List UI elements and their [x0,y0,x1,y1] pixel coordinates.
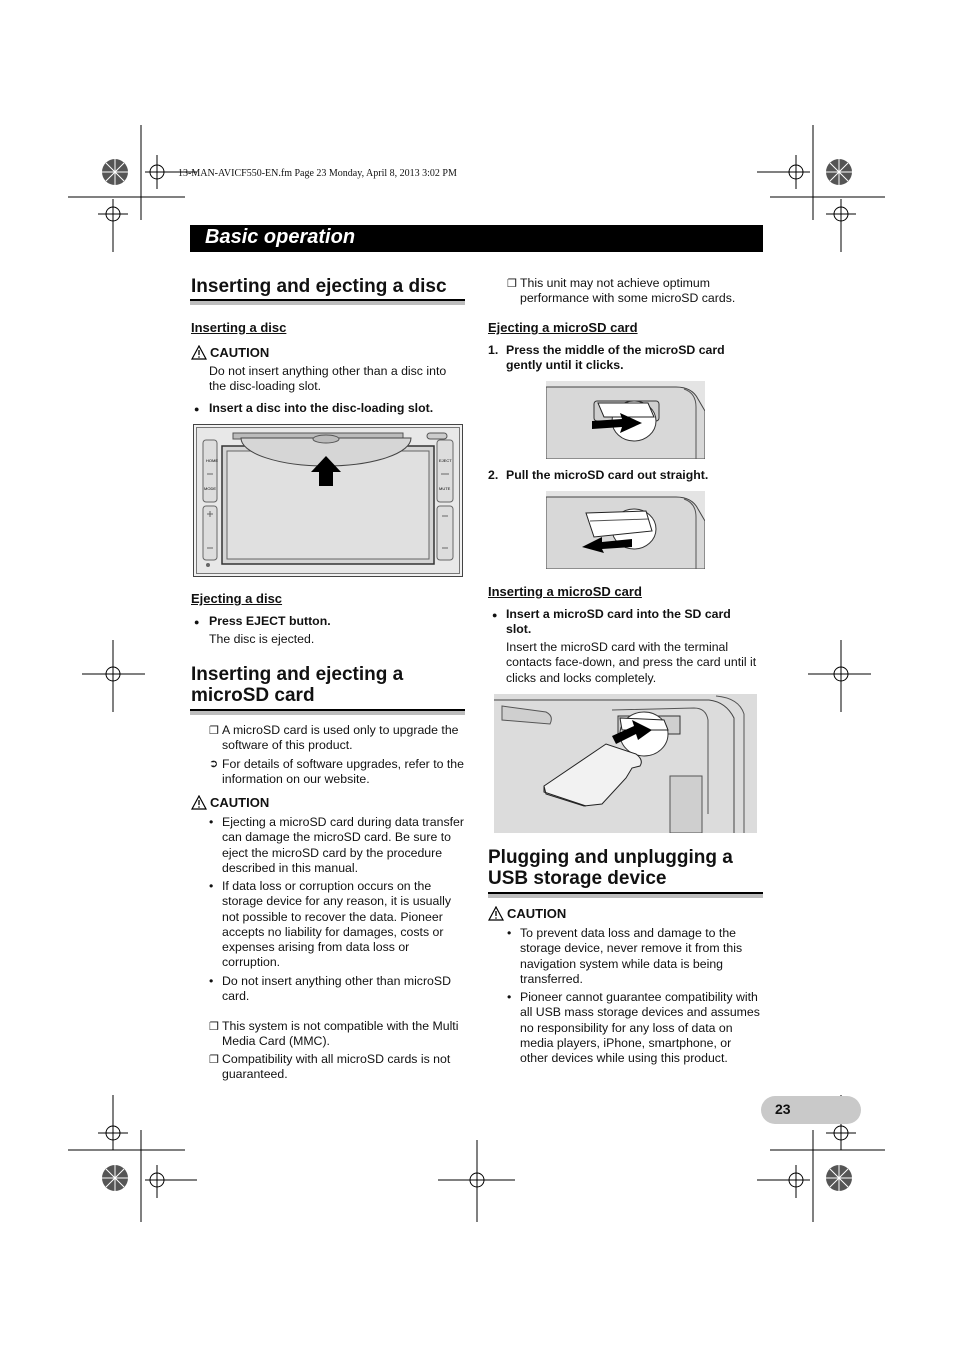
caution-item: Pioneer cannot guarantee compatibility with all USB mass storage devices and assumes no responsibility for any loss of data on media players, iPhone, smartphone, or other devices while using this product. [520,990,760,1066]
eject-result: The disc is ejected. [209,632,315,646]
mute-label: MUTE [439,486,451,491]
bullet-dot: • [507,926,512,940]
note-optimum: This unit may not achieve optimum performance with some microSD cards. [520,276,736,306]
usb-heading: Plugging and unplugging a USB storage device [488,847,733,889]
caution-item: Do not insert anything other than microSD card. [222,974,451,1004]
step-number: 2. [488,468,499,482]
warning-icon [191,795,207,810]
page-number: 23 [775,1101,791,1117]
caution-label: CAUTION [191,795,269,810]
insert-sd-step: Insert a microSD card into the SD card slot. [506,607,731,637]
heading-rule [488,892,763,898]
eject-label: EJECT [439,458,452,463]
note-website: For details of software upgrades, refer to the information on our website. [222,757,464,787]
warning-icon [191,345,207,360]
inserting-disc-subheading: Inserting a disc [191,320,287,335]
reference-arrow-icon: ➲ [209,758,219,770]
caution-label: CAUTION [191,345,269,360]
bullet-icon: ● [194,404,200,414]
home-label: HOME [206,458,218,463]
page-number-badge [761,1096,861,1124]
unit-illustration [193,424,463,577]
disc-heading: Inserting and ejecting a disc [191,276,447,297]
caution-item: To prevent data loss and damage to the storage device, never remove it from this navigation system while data is being transferred. [520,926,743,986]
insert-sd-detail: Insert the microSD card with the terminal contacts face-down, and press the card until it clicks and locks completely. [506,640,757,685]
ejecting-sd-subheading: Ejecting a microSD card [488,320,638,335]
note-box-icon: ❐ [209,725,219,737]
bullet-dot: • [209,879,214,893]
mode-label: MODE [204,486,216,491]
sd-heading: Inserting and ejecting a microSD card [191,664,404,706]
caution-item: If data loss or corruption occurs on the storage device for any reason, it is usually not possible to recover the data. Pioneer accepts no liability for damages, costs or expenses arising from data loss or corruption. [222,879,451,970]
note-upgrade: A microSD card is used only to upgrade the software of this product. [222,723,459,753]
insert-card-illustration [494,694,757,833]
press-card-illustration [546,381,705,459]
eject-step: Press EJECT button. [209,614,331,628]
warning-icon [488,906,504,921]
note-box-icon: ❐ [507,278,517,290]
note-box-icon: ❐ [209,1054,219,1066]
heading-rule [190,709,465,715]
eject-sd-step-2: Pull the microSD card out straight. [506,468,709,482]
caution-text: Do not insert anything other than a disc into the disc-loading slot. [209,364,447,394]
note-box-icon: ❐ [209,1021,219,1033]
eject-sd-step-1: Press the middle of the microSD card gently until it clicks. [506,343,725,373]
bullet-icon: ● [194,617,200,627]
insert-disc-step: Insert a disc into the disc-loading slot. [209,401,434,415]
bullet-icon: ● [492,610,498,620]
section-band [190,225,763,252]
step-number: 1. [488,343,499,357]
bullet-dot: • [507,990,512,1004]
inserting-sd-subheading: Inserting a microSD card [488,584,642,599]
heading-rule [190,299,465,305]
ejecting-disc-subheading: Ejecting a disc [191,591,283,606]
note-compat: Compatibility with all microSD cards is not guaranteed. [222,1052,451,1082]
pull-card-illustration [546,491,705,569]
note-mmc: This system is not compatible with the Multi Media Card (MMC). [222,1019,459,1049]
file-info: 13-MAN-AVICF550-EN.fm Page 23 Monday, April 8, 2013 3:02 PM [178,168,457,179]
section-title: Basic operation [205,226,356,248]
caution-item: Ejecting a microSD card during data transfer can damage the microSD card. Be sure to eject the microSD card by the procedure described in this manual. [222,815,464,875]
caution-label: CAUTION [488,906,566,921]
bullet-dot: • [209,974,214,988]
bullet-dot: • [209,815,214,829]
